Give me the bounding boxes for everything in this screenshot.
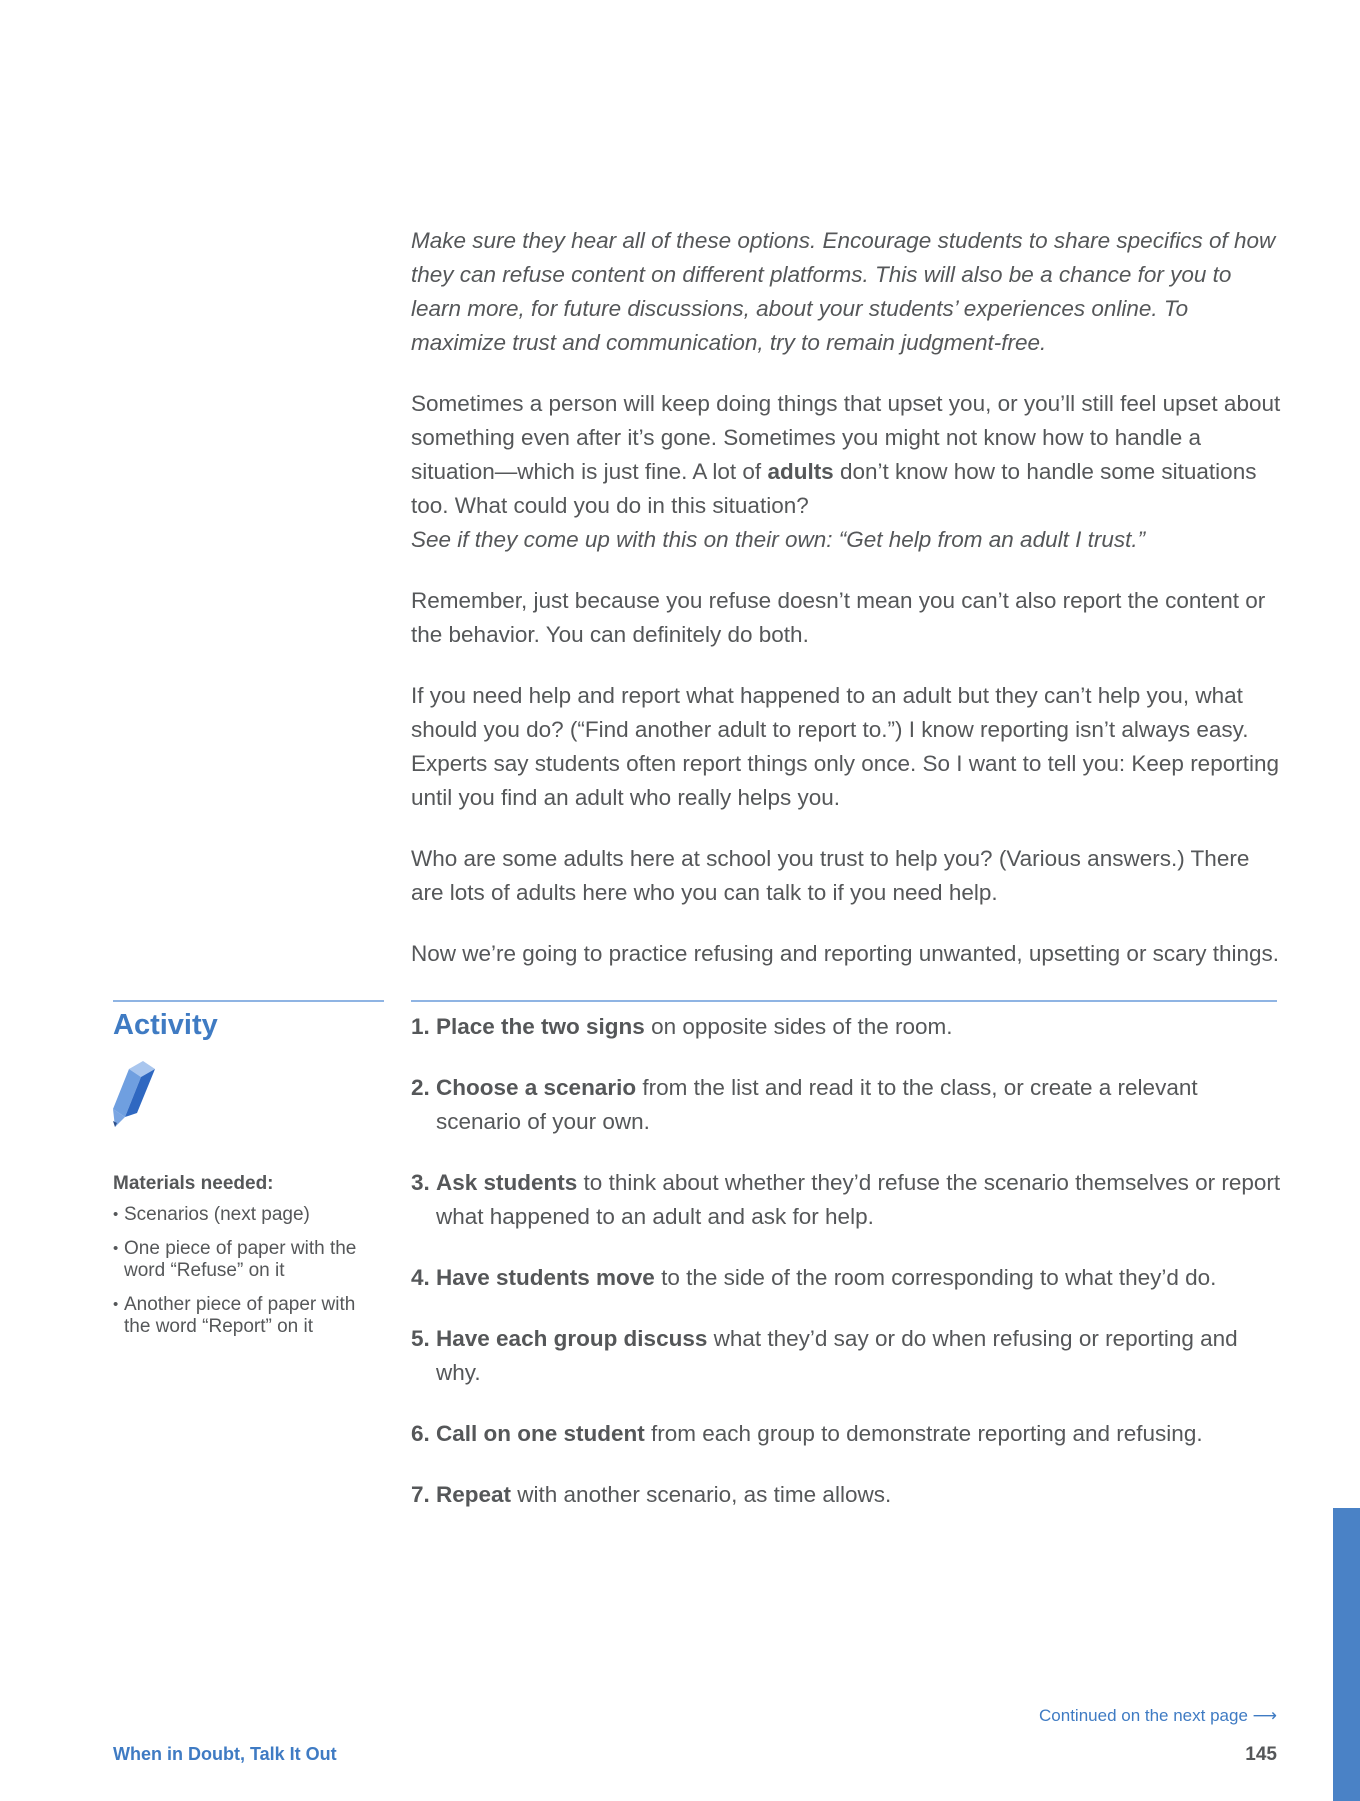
step-bold: Choose a scenario (436, 1075, 637, 1100)
step-text: on opposite sides of the room. (644, 1014, 953, 1039)
materials-item: • Scenarios (next page) (113, 1204, 383, 1226)
step-number: 4. (411, 1265, 430, 1290)
step-bold: Ask students (436, 1170, 578, 1195)
step-number: 3. (411, 1170, 430, 1195)
paragraph-remember: Remember, just because you refuse doesn’t mean you can’t also report the content or the behavior. You can definitely do both. (411, 588, 1266, 647)
step-bold: Call on one student (436, 1421, 645, 1446)
activity-step (411, 1010, 1281, 1044)
activity-divider (411, 1000, 1277, 1002)
activity-steps (411, 1010, 1281, 1539)
step-text: from the list and read it to the class, or create a relevant scenario of your own. (436, 1075, 1198, 1134)
materials-list (113, 1204, 383, 1338)
step-bold: Have students move (436, 1265, 655, 1290)
step-text: from each group to demonstrate reporting and refusing. (644, 1421, 1203, 1446)
paragraph-situation (411, 387, 1281, 557)
materials-item: • Another piece of paper with the word “Report” on it (113, 1294, 383, 1338)
activity-step (411, 1261, 1281, 1295)
main-text (411, 224, 1281, 998)
step-number: 1. (411, 1014, 430, 1039)
step-number: 7. (411, 1482, 430, 1507)
section-tab (1333, 1508, 1360, 1801)
step-text: what they’d say or do when refusing or reporting and why. (436, 1326, 1238, 1385)
materials-needed (113, 1173, 383, 1338)
step-number: 5. (411, 1326, 430, 1351)
step-text: to the side of the room corresponding to what they’d do. (654, 1265, 1217, 1290)
step-bold: Repeat (436, 1482, 512, 1507)
activity-heading: Activity (113, 1009, 218, 1041)
page-number: 145 (1245, 1744, 1277, 1765)
activity-step (411, 1071, 1281, 1139)
activity-step (411, 1417, 1281, 1451)
continued-next-page: Continued on the next page ⟶ (1039, 1706, 1277, 1725)
paragraph-practice: Now we’re going to practice refusing and reporting unwanted, upsetting or scary things. (411, 941, 1279, 966)
paragraph-situation-note: See if they come up with this on their own: “Get help from an adult I trust.” (411, 527, 1146, 552)
step-bold: Place the two signs (436, 1014, 645, 1039)
step-number: 2. (411, 1075, 430, 1100)
step-bold: Have each group discuss (436, 1326, 708, 1351)
paragraph-situation-text-end: don’t know how to handle some situations too. What could you do in this situation? (411, 459, 1257, 518)
step-text: to think about whether they’d refuse the scenario themselves or report what happened to an adult and ask for help. (436, 1170, 1281, 1229)
activity-step (411, 1478, 1281, 1512)
pencil-icon (113, 1061, 161, 1131)
paragraph-situation-text: Sometimes a person will keep doing things that upset you, or you’ll still feel upset about something even after it’s gone. Sometimes you might not know how to handle a situation—which is just fine. A lot of (411, 391, 1281, 484)
step-number: 6. (411, 1421, 430, 1446)
materials-item: • One piece of paper with the word “Refuse” on it (113, 1238, 383, 1282)
paragraph-adults-at-school: Who are some adults here at school you trust to help you? (Various answers.) There are lots of adults here who you can talk to if you need help. (411, 846, 1250, 905)
activity-step (411, 1322, 1281, 1390)
paragraph-keep-reporting: If you need help and report what happened to an adult but they can’t help you, what should you do? (“Find another adult to report to.”) I know reporting isn’t always easy. Experts say students often report things only once. So I want to tell you: Keep reporting until you find an adult who really helps you. (411, 683, 1279, 810)
facilitator-note: Make sure they hear all of these options. Encourage students to share specifics of how they can refuse content on different platforms. This will also be a chance for you to learn more, for future discussions, about your students’ experiences online. To maximize trust and communication, try to remain judgment-free. (411, 228, 1276, 355)
activity-step (411, 1166, 1281, 1234)
activity-sidebar (113, 1005, 383, 1350)
paragraph-situation-bold: adults (767, 459, 834, 484)
footer-lesson-title: When in Doubt, Talk It Out (113, 1744, 337, 1764)
step-text: with another scenario, as time allows. (511, 1482, 892, 1507)
sidebar-divider (113, 1000, 384, 1002)
materials-title: Materials needed: (113, 1173, 274, 1194)
